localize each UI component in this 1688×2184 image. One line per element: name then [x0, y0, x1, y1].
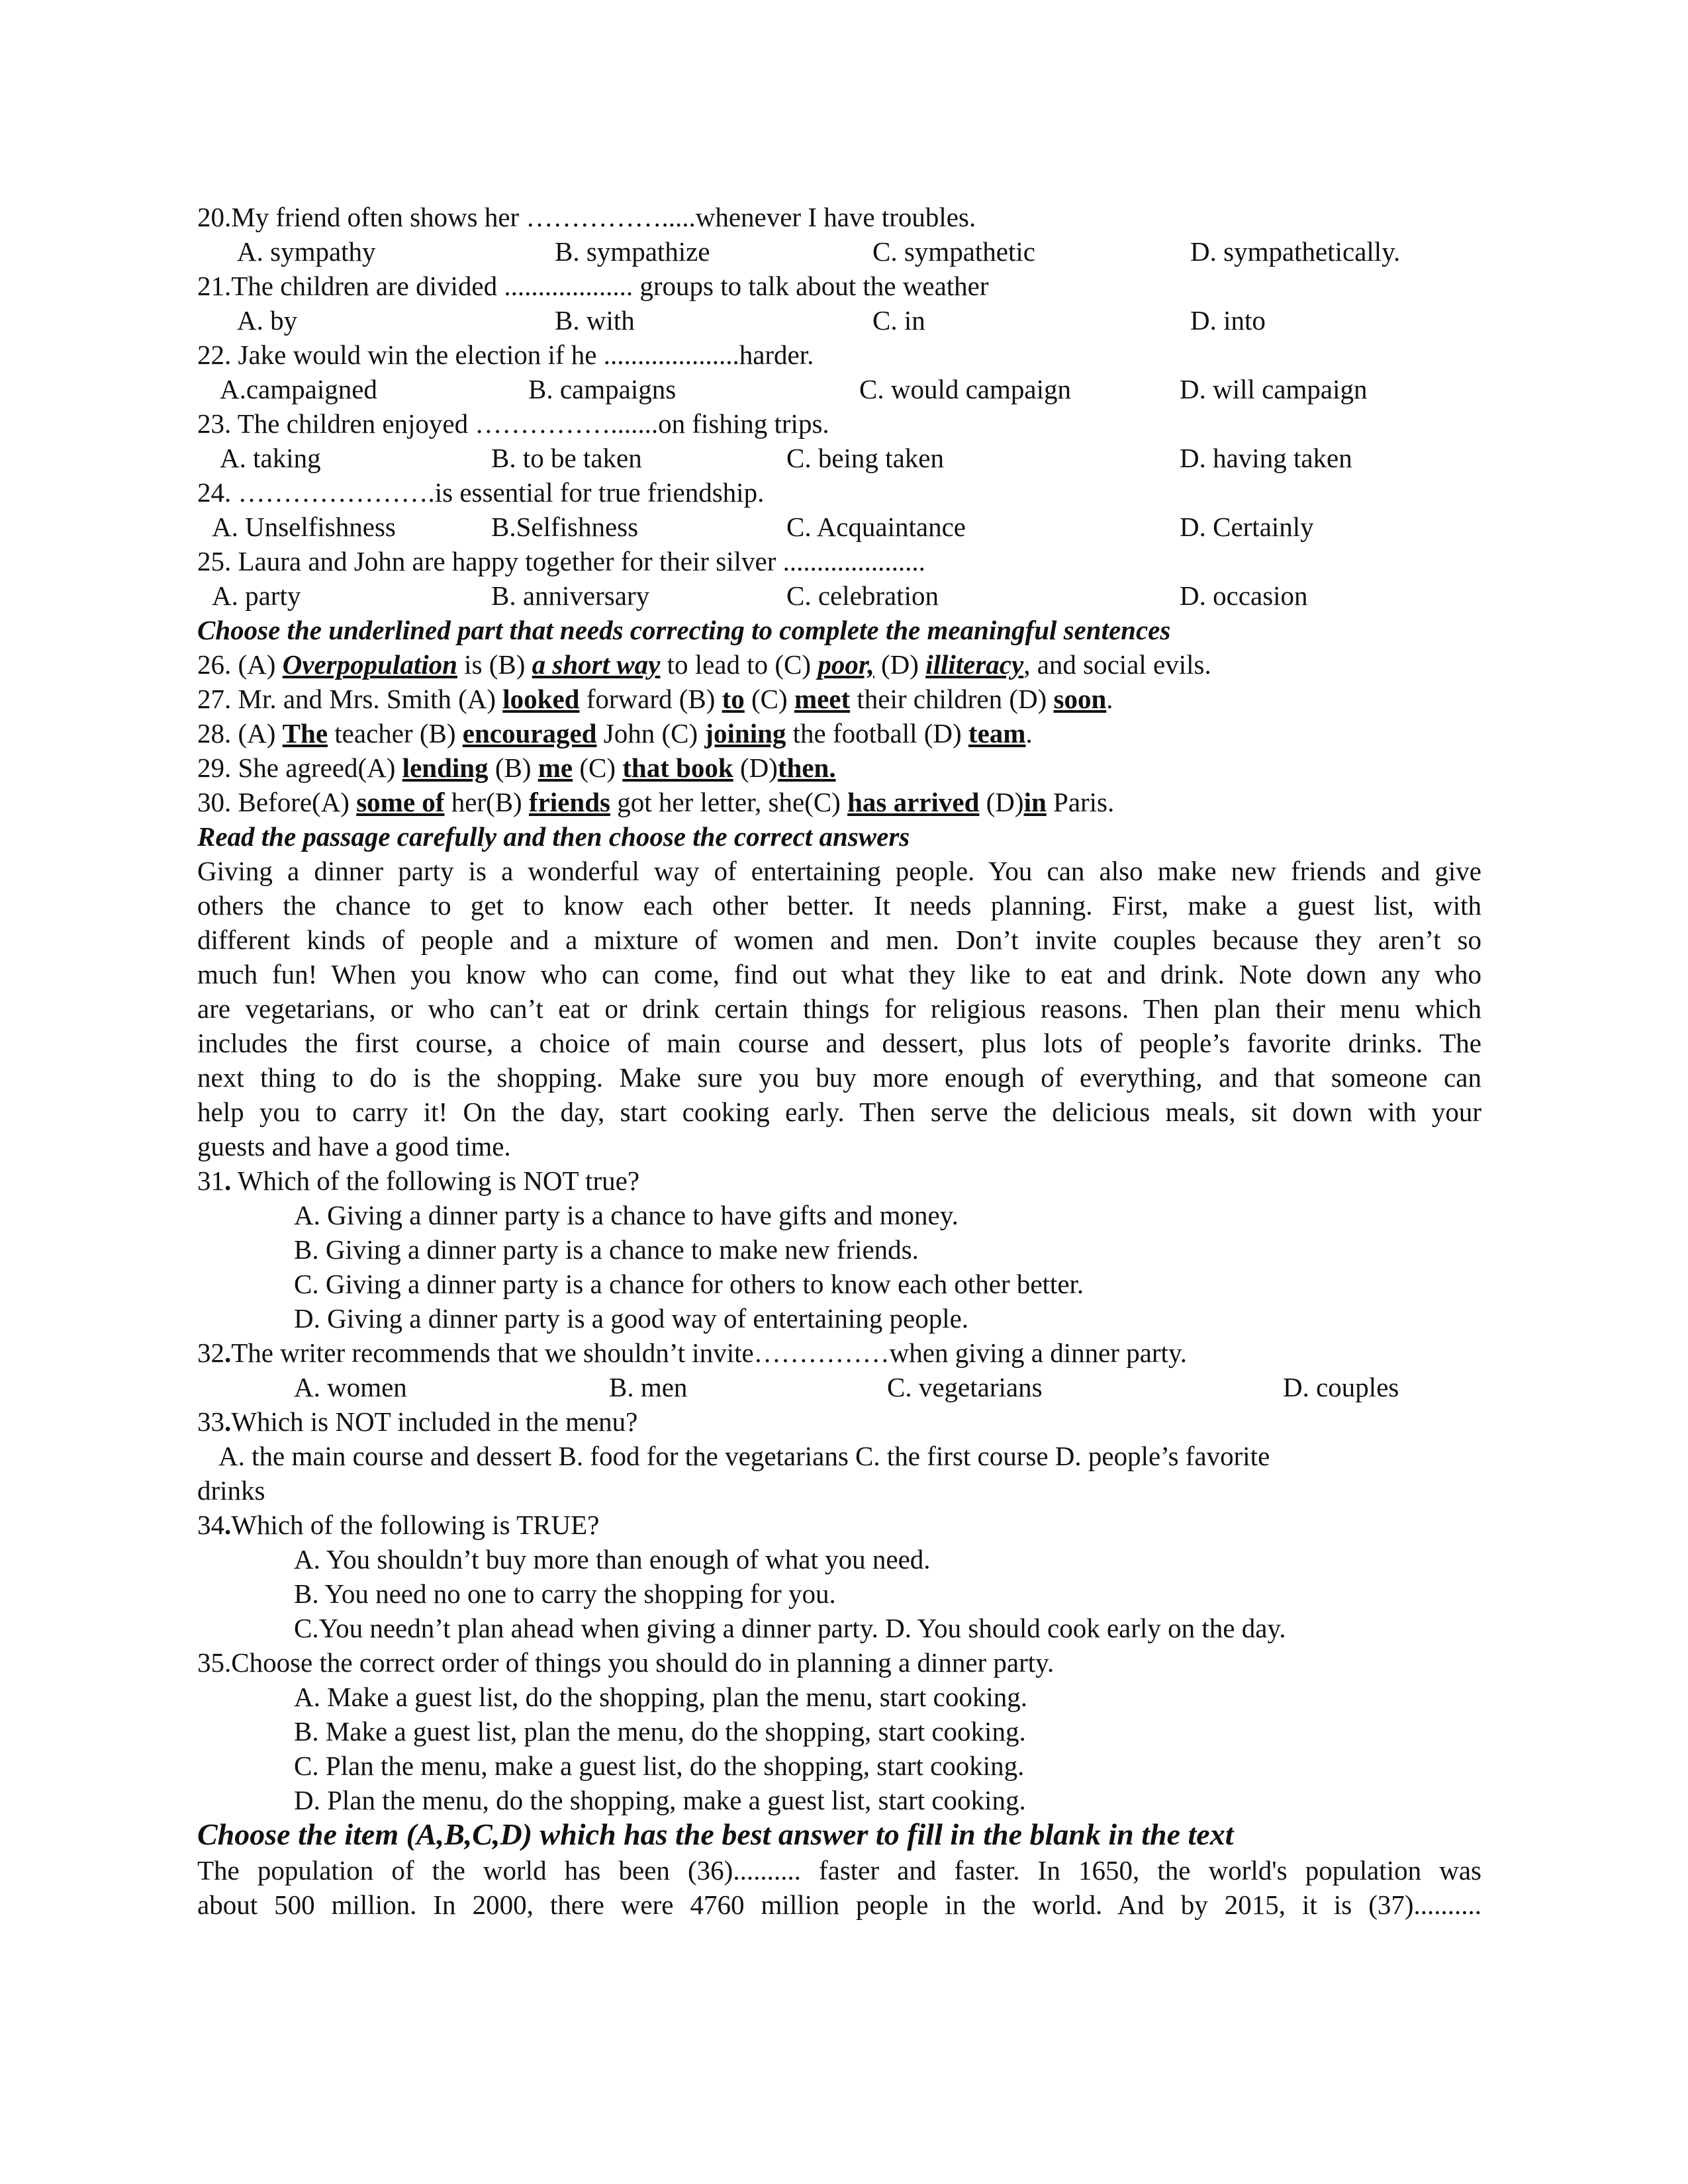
question-32-option-a: A. women	[294, 1372, 407, 1402]
question-22-option-b: B. campaigns	[528, 374, 677, 404]
question-23-option-b: B. to be taken	[491, 443, 642, 473]
question-25-option-a: A. party	[212, 580, 301, 611]
passage-line: are vegetarians, or who can’t eat or drink certain things for religious reasons. Then plan their menu which	[197, 993, 1481, 1024]
question-32-option-b: B. men	[609, 1372, 688, 1402]
question-24-option-c: C. Acquaintance	[786, 512, 966, 542]
question-35-option-c: C. Plan the menu, make a guest list, do the shopping, start cooking.	[294, 1751, 1025, 1781]
passage-line: help you to carry it! On the day, start cooking early. Then serve the delicious meals, sit down with your	[197, 1097, 1481, 1127]
passage-line: different kinds of people and a mixture of women and men. Don’t invite couples because they aren’t so	[197, 925, 1481, 955]
question-20-option-a: A. sympathy	[237, 236, 376, 267]
question-34-option-b: B. You need no one to carry the shopping for you.	[294, 1578, 836, 1609]
question-34-option-c-d: C.You needn’t plan ahead when giving a dinner party. D. You should cook early on the day.	[294, 1613, 1286, 1643]
passage-line: includes the first course, a choice of main course and dessert, plus lots of people’s favorite drinks. The	[197, 1028, 1481, 1058]
question-20-stem: 20.My friend often shows her …………….....whenever I have troubles.	[197, 202, 976, 232]
question-33-options: A. the main course and dessert B. food for the vegetarians C. the first course D. people’s favorite	[218, 1441, 1270, 1471]
question-25-option-d: D. occasion	[1180, 580, 1308, 611]
question-26: 26. (A) Overpopulation is (B) a short way to lead to (C) poor, (D) illiteracy, and social evils.	[197, 649, 1211, 680]
question-34-stem: 34.Which of the following is TRUE?	[197, 1510, 600, 1540]
question-20-option-d: D. sympathetically.	[1190, 236, 1401, 267]
question-35-option-a: A. Make a guest list, do the shopping, plan the menu, start cooking.	[294, 1682, 1027, 1712]
question-29: 29. She agreed(A) lending (B) me (C) that book (D)then.	[197, 752, 836, 783]
question-35-option-d: D. Plan the menu, do the shopping, make a guest list, start cooking.	[294, 1785, 1026, 1815]
question-25-option-c: C. celebration	[786, 580, 939, 611]
question-24-option-b: B.Selfishness	[491, 512, 639, 542]
question-23-option-a: A. taking	[220, 443, 321, 473]
question-27: 27. Mr. and Mrs. Smith (A) looked forward (B) to (C) meet their children (D) soon.	[197, 684, 1113, 714]
section-heading-cloze: Choose the item (A,B,C,D) which has the best answer to fill in the blank in the text	[197, 1817, 1234, 1851]
question-35-option-b: B. Make a guest list, plan the menu, do the shopping, start cooking.	[294, 1716, 1026, 1747]
question-20-option-b: B. sympathize	[555, 236, 710, 267]
passage-line: others the chance to get to know each other better. It needs planning. First, make a guest list, with	[197, 890, 1481, 921]
question-31-option-d: D. Giving a dinner party is a good way of entertaining people.	[294, 1303, 969, 1334]
question-21-option-b: B. with	[555, 305, 635, 336]
question-21-option-a: A. by	[237, 305, 298, 336]
question-32-option-c: C. vegetarians	[887, 1372, 1043, 1402]
question-23-option-d: D. having taken	[1180, 443, 1352, 473]
cloze-passage-line: about 500 million. In 2000, there were 4760 million people in the world. And by 2015, it is (37)..........	[197, 1889, 1481, 1920]
question-21-stem: 21.The children are divided ................... groups to talk about the weather	[197, 271, 989, 301]
question-22-stem: 22. Jake would win the election if he ....................harder.	[197, 340, 814, 370]
section-heading-reading: Read the passage carefully and then choose the correct answers	[197, 821, 910, 852]
question-22-option-a: A.campaigned	[220, 374, 377, 404]
question-21-option-c: C. in	[872, 305, 925, 336]
question-28: 28. (A) The teacher (B) encouraged John (C) joining the football (D) team.	[197, 718, 1033, 749]
question-22-option-d: D. will campaign	[1180, 374, 1368, 404]
question-30: 30. Before(A) some of her(B) friends got her letter, she(C) has arrived (D)in Paris.	[197, 787, 1115, 817]
question-31-option-a: A. Giving a dinner party is a chance to have gifts and money.	[294, 1200, 959, 1230]
question-33-options-wrap: drinks	[197, 1475, 265, 1506]
question-31-option-c: C. Giving a dinner party is a chance for others to know each other better.	[294, 1269, 1084, 1299]
question-31-stem: 31. Which of the following is NOT true?	[197, 1165, 640, 1196]
question-35-stem: 35.Choose the correct order of things you should do in planning a dinner party.	[197, 1647, 1055, 1678]
passage-line: Giving a dinner party is a wonderful way of entertaining people. You can also make new friends and give	[197, 856, 1481, 886]
question-23-option-c: C. being taken	[786, 443, 944, 473]
question-24-option-a: A. Unselfishness	[212, 512, 396, 542]
passage-line: much fun! When you know who can come, find out what they like to eat and drink. Note down any who	[197, 959, 1481, 989]
question-25-stem: 25. Laura and John are happy together for their silver .....................	[197, 546, 925, 576]
question-23-stem: 23. The children enjoyed …………….......on fishing trips.	[197, 408, 829, 439]
question-20-option-c: C. sympathetic	[872, 236, 1035, 267]
question-24-option-d: D. Certainly	[1180, 512, 1314, 542]
question-21-option-d: D. into	[1190, 305, 1266, 336]
question-34-option-a: A. You shouldn’t buy more than enough of what you need.	[294, 1544, 931, 1574]
passage-line: next thing to do is the shopping. Make sure you buy more enough of everything, and that someone can	[197, 1062, 1481, 1093]
cloze-passage-line: The population of the world has been (36).......... faster and faster. In 1650, the world's population was	[197, 1855, 1481, 1886]
question-24-stem: 24. ………………….is essential for true friendship.	[197, 477, 765, 508]
question-32-stem: 32.The writer recommends that we shouldn’t invite……………when giving a dinner party.	[197, 1338, 1188, 1368]
question-32-option-d: D. couples	[1283, 1372, 1399, 1402]
question-33-stem: 33.Which is NOT included in the menu?	[197, 1406, 638, 1437]
question-25-option-b: B. anniversary	[491, 580, 650, 611]
passage-line: guests and have a good time.	[197, 1131, 511, 1161]
question-31-option-b: B. Giving a dinner party is a chance to make new friends.	[294, 1234, 919, 1265]
section-heading-error-correction: Choose the underlined part that needs correcting to complete the meaningful sentences	[197, 615, 1171, 645]
question-22-option-c: C. would campaign	[859, 374, 1071, 404]
